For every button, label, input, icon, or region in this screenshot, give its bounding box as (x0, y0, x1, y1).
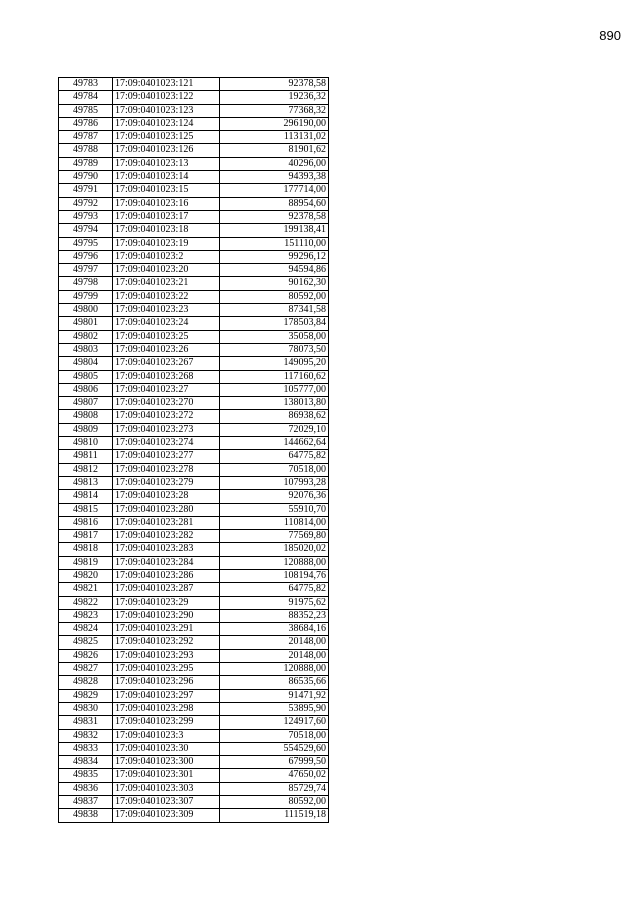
amount-cell: 94393,38 (220, 171, 329, 184)
cadastral-number-cell: 17:09:0401023:3 (113, 729, 220, 742)
amount-cell: 151110,00 (220, 237, 329, 250)
row-number-cell: 49796 (59, 250, 113, 263)
cadastral-number-cell: 17:09:0401023:17 (113, 210, 220, 223)
table-row (59, 343, 329, 356)
amount-cell: 77569,80 (220, 530, 329, 543)
cadastral-number-cell: 17:09:0401023:301 (113, 769, 220, 782)
amount-cell: 67999,50 (220, 756, 329, 769)
row-number-cell: 49794 (59, 224, 113, 237)
row-number-cell: 49826 (59, 649, 113, 662)
row-number-cell: 49812 (59, 463, 113, 476)
amount-cell: 108194,76 (220, 569, 329, 582)
cadastral-number-cell: 17:09:0401023:286 (113, 569, 220, 582)
table-row (59, 742, 329, 755)
table-row (59, 437, 329, 450)
table-row (59, 264, 329, 277)
table-row (59, 250, 329, 263)
cadastral-number-cell: 17:09:0401023:272 (113, 410, 220, 423)
table-row (59, 769, 329, 782)
row-number-cell: 49788 (59, 144, 113, 157)
amount-cell: 177714,00 (220, 184, 329, 197)
amount-cell: 53895,90 (220, 702, 329, 715)
table-row (59, 277, 329, 290)
amount-cell: 38684,16 (220, 623, 329, 636)
cadastral-number-cell: 17:09:0401023:20 (113, 264, 220, 277)
table-row (59, 476, 329, 489)
table-row (59, 702, 329, 715)
amount-cell: 80592,00 (220, 796, 329, 809)
amount-cell: 149095,20 (220, 357, 329, 370)
amount-cell: 47650,02 (220, 769, 329, 782)
cadastral-number-cell: 17:09:0401023:282 (113, 530, 220, 543)
cadastral-number-cell: 17:09:0401023:292 (113, 636, 220, 649)
row-number-cell: 49831 (59, 716, 113, 729)
table-row (59, 184, 329, 197)
row-number-cell: 49809 (59, 423, 113, 436)
row-number-cell: 49801 (59, 317, 113, 330)
cadastral-number-cell: 17:09:0401023:25 (113, 330, 220, 343)
cadastral-number-cell: 17:09:0401023:299 (113, 716, 220, 729)
cadastral-number-cell: 17:09:0401023:18 (113, 224, 220, 237)
cadastral-number-cell: 17:09:0401023:298 (113, 702, 220, 715)
amount-cell: 199138,41 (220, 224, 329, 237)
amount-cell: 554529,60 (220, 742, 329, 755)
cadastral-number-cell: 17:09:0401023:284 (113, 556, 220, 569)
table-row (59, 809, 329, 822)
table-row (59, 503, 329, 516)
amount-cell: 99296,12 (220, 250, 329, 263)
table-row (59, 397, 329, 410)
table-row (59, 689, 329, 702)
amount-cell: 64775,82 (220, 450, 329, 463)
cadastral-number-cell: 17:09:0401023:309 (113, 809, 220, 822)
table-row (59, 210, 329, 223)
table-row (59, 237, 329, 250)
cadastral-number-cell: 17:09:0401023:295 (113, 663, 220, 676)
row-number-cell: 49784 (59, 91, 113, 104)
table-row (59, 782, 329, 795)
amount-cell: 124917,60 (220, 716, 329, 729)
row-number-cell: 49816 (59, 516, 113, 529)
row-number-cell: 49800 (59, 304, 113, 317)
row-number-cell: 49795 (59, 237, 113, 250)
row-number-cell: 49798 (59, 277, 113, 290)
row-number-cell: 49786 (59, 117, 113, 130)
amount-cell: 35058,00 (220, 330, 329, 343)
row-number-cell: 49790 (59, 171, 113, 184)
row-number-cell: 49791 (59, 184, 113, 197)
table-row (59, 197, 329, 210)
amount-cell: 72029,10 (220, 423, 329, 436)
amount-cell: 90162,30 (220, 277, 329, 290)
cadastral-number-cell: 17:09:0401023:121 (113, 78, 220, 91)
table-row (59, 91, 329, 104)
amount-cell: 64775,82 (220, 583, 329, 596)
row-number-cell: 49810 (59, 437, 113, 450)
table-row (59, 663, 329, 676)
row-number-cell: 49799 (59, 290, 113, 303)
amount-cell: 185020,02 (220, 543, 329, 556)
cadastral-number-cell: 17:09:0401023:278 (113, 463, 220, 476)
row-number-cell: 49793 (59, 210, 113, 223)
amount-cell: 85729,74 (220, 782, 329, 795)
row-number-cell: 49811 (59, 450, 113, 463)
cadastral-number-cell: 17:09:0401023:16 (113, 197, 220, 210)
cadastral-number-cell: 17:09:0401023:279 (113, 476, 220, 489)
amount-cell: 138013,80 (220, 397, 329, 410)
table-row (59, 330, 329, 343)
amount-cell: 20148,00 (220, 636, 329, 649)
row-number-cell: 49819 (59, 556, 113, 569)
cadastral-number-cell: 17:09:0401023:13 (113, 157, 220, 170)
table-row (59, 623, 329, 636)
table-row (59, 171, 329, 184)
table-row (59, 756, 329, 769)
table-row (59, 543, 329, 556)
row-number-cell: 49835 (59, 769, 113, 782)
cadastral-number-cell: 17:09:0401023:24 (113, 317, 220, 330)
row-number-cell: 49817 (59, 530, 113, 543)
row-number-cell: 49832 (59, 729, 113, 742)
amount-cell: 178503,84 (220, 317, 329, 330)
table-row (59, 609, 329, 622)
amount-cell: 120888,00 (220, 556, 329, 569)
table-row (59, 490, 329, 503)
cadastral-number-cell: 17:09:0401023:15 (113, 184, 220, 197)
table-row (59, 144, 329, 157)
amount-cell: 144662,64 (220, 437, 329, 450)
table-row (59, 224, 329, 237)
cadastral-number-cell: 17:09:0401023:277 (113, 450, 220, 463)
table-row (59, 596, 329, 609)
amount-cell: 91975,62 (220, 596, 329, 609)
table-row (59, 78, 329, 91)
cadastral-number-cell: 17:09:0401023:274 (113, 437, 220, 450)
amount-cell: 105777,00 (220, 383, 329, 396)
table-row (59, 530, 329, 543)
row-number-cell: 49829 (59, 689, 113, 702)
cadastral-number-cell: 17:09:0401023:124 (113, 117, 220, 130)
cadastral-number-cell: 17:09:0401023:303 (113, 782, 220, 795)
table-row (59, 383, 329, 396)
row-number-cell: 49783 (59, 78, 113, 91)
table-row (59, 423, 329, 436)
amount-cell: 78073,50 (220, 343, 329, 356)
cadastral-number-cell: 17:09:0401023:26 (113, 343, 220, 356)
row-number-cell: 49814 (59, 490, 113, 503)
table-row (59, 357, 329, 370)
row-number-cell: 49836 (59, 782, 113, 795)
table-row (59, 796, 329, 809)
table-row (59, 569, 329, 582)
cadastral-number-cell: 17:09:0401023:290 (113, 609, 220, 622)
row-number-cell: 49792 (59, 197, 113, 210)
cadastral-number-cell: 17:09:0401023:300 (113, 756, 220, 769)
table-row (59, 410, 329, 423)
table-row (59, 556, 329, 569)
page-number: 890 (599, 28, 621, 43)
table-row (59, 317, 329, 330)
row-number-cell: 49806 (59, 383, 113, 396)
amount-cell: 88352,23 (220, 609, 329, 622)
cadastral-number-cell: 17:09:0401023:28 (113, 490, 220, 503)
row-number-cell: 49815 (59, 503, 113, 516)
amount-cell: 107993,28 (220, 476, 329, 489)
amount-cell: 120888,00 (220, 663, 329, 676)
row-number-cell: 49805 (59, 370, 113, 383)
row-number-cell: 49797 (59, 264, 113, 277)
amount-cell: 86938,62 (220, 410, 329, 423)
cadastral-number-cell: 17:09:0401023:23 (113, 304, 220, 317)
cadastral-number-cell: 17:09:0401023:122 (113, 91, 220, 104)
table-body (59, 78, 329, 823)
cadastral-number-cell: 17:09:0401023:30 (113, 742, 220, 755)
row-number-cell: 49837 (59, 796, 113, 809)
row-number-cell: 49807 (59, 397, 113, 410)
amount-cell: 113131,02 (220, 131, 329, 144)
amount-cell: 70518,00 (220, 729, 329, 742)
cadastral-number-cell: 17:09:0401023:270 (113, 397, 220, 410)
table-row (59, 676, 329, 689)
row-number-cell: 49789 (59, 157, 113, 170)
amount-cell: 77368,32 (220, 104, 329, 117)
cadastral-number-cell: 17:09:0401023:125 (113, 131, 220, 144)
amount-cell: 55910,70 (220, 503, 329, 516)
cadastral-number-cell: 17:09:0401023:287 (113, 583, 220, 596)
row-number-cell: 49802 (59, 330, 113, 343)
table-row (59, 117, 329, 130)
cadastral-number-cell: 17:09:0401023:267 (113, 357, 220, 370)
row-number-cell: 49821 (59, 583, 113, 596)
cadastral-number-cell: 17:09:0401023:281 (113, 516, 220, 529)
amount-cell: 20148,00 (220, 649, 329, 662)
amount-cell: 81901,62 (220, 144, 329, 157)
row-number-cell: 49803 (59, 343, 113, 356)
cadastral-number-cell: 17:09:0401023:126 (113, 144, 220, 157)
table-row (59, 649, 329, 662)
table-row (59, 131, 329, 144)
cadastral-number-cell: 17:09:0401023:273 (113, 423, 220, 436)
table-row (59, 463, 329, 476)
amount-cell: 40296,00 (220, 157, 329, 170)
row-number-cell: 49833 (59, 742, 113, 755)
cadastral-number-cell: 17:09:0401023:27 (113, 383, 220, 396)
cadastral-number-cell: 17:09:0401023:123 (113, 104, 220, 117)
table-row (59, 716, 329, 729)
cadastral-number-cell: 17:09:0401023:280 (113, 503, 220, 516)
table-row (59, 370, 329, 383)
amount-cell: 94594,86 (220, 264, 329, 277)
cadastral-number-cell: 17:09:0401023:22 (113, 290, 220, 303)
cadastral-number-cell: 17:09:0401023:2 (113, 250, 220, 263)
row-number-cell: 49834 (59, 756, 113, 769)
amount-cell: 91471,92 (220, 689, 329, 702)
cadastral-number-cell: 17:09:0401023:29 (113, 596, 220, 609)
cadastral-number-cell: 17:09:0401023:293 (113, 649, 220, 662)
row-number-cell: 49838 (59, 809, 113, 822)
amount-cell: 110814,00 (220, 516, 329, 529)
cadastral-number-cell: 17:09:0401023:268 (113, 370, 220, 383)
row-number-cell: 49818 (59, 543, 113, 556)
cadastral-number-cell: 17:09:0401023:19 (113, 237, 220, 250)
row-number-cell: 49808 (59, 410, 113, 423)
table-row (59, 157, 329, 170)
table-row (59, 729, 329, 742)
table-row (59, 450, 329, 463)
cadastral-number-cell: 17:09:0401023:21 (113, 277, 220, 290)
amount-cell: 86535,66 (220, 676, 329, 689)
row-number-cell: 49813 (59, 476, 113, 489)
cadastral-number-cell: 17:09:0401023:14 (113, 171, 220, 184)
row-number-cell: 49825 (59, 636, 113, 649)
amount-cell: 88954,60 (220, 197, 329, 210)
row-number-cell: 49830 (59, 702, 113, 715)
row-number-cell: 49823 (59, 609, 113, 622)
row-number-cell: 49824 (59, 623, 113, 636)
amount-cell: 92378,58 (220, 78, 329, 91)
row-number-cell: 49828 (59, 676, 113, 689)
amount-cell: 92076,36 (220, 490, 329, 503)
cadastral-number-cell: 17:09:0401023:283 (113, 543, 220, 556)
cadastral-table (58, 77, 329, 823)
amount-cell: 92378,58 (220, 210, 329, 223)
cadastral-number-cell: 17:09:0401023:307 (113, 796, 220, 809)
cadastral-number-cell: 17:09:0401023:297 (113, 689, 220, 702)
amount-cell: 296190,00 (220, 117, 329, 130)
row-number-cell: 49804 (59, 357, 113, 370)
amount-cell: 87341,58 (220, 304, 329, 317)
amount-cell: 70518,00 (220, 463, 329, 476)
cadastral-number-cell: 17:09:0401023:291 (113, 623, 220, 636)
row-number-cell: 49827 (59, 663, 113, 676)
cadastral-number-cell: 17:09:0401023:296 (113, 676, 220, 689)
table-row (59, 290, 329, 303)
row-number-cell: 49787 (59, 131, 113, 144)
table-row (59, 104, 329, 117)
amount-cell: 80592,00 (220, 290, 329, 303)
row-number-cell: 49820 (59, 569, 113, 582)
table-row (59, 636, 329, 649)
row-number-cell: 49822 (59, 596, 113, 609)
amount-cell: 117160,62 (220, 370, 329, 383)
table-row (59, 304, 329, 317)
amount-cell: 111519,18 (220, 809, 329, 822)
table-row (59, 516, 329, 529)
amount-cell: 19236,32 (220, 91, 329, 104)
table-row (59, 583, 329, 596)
row-number-cell: 49785 (59, 104, 113, 117)
